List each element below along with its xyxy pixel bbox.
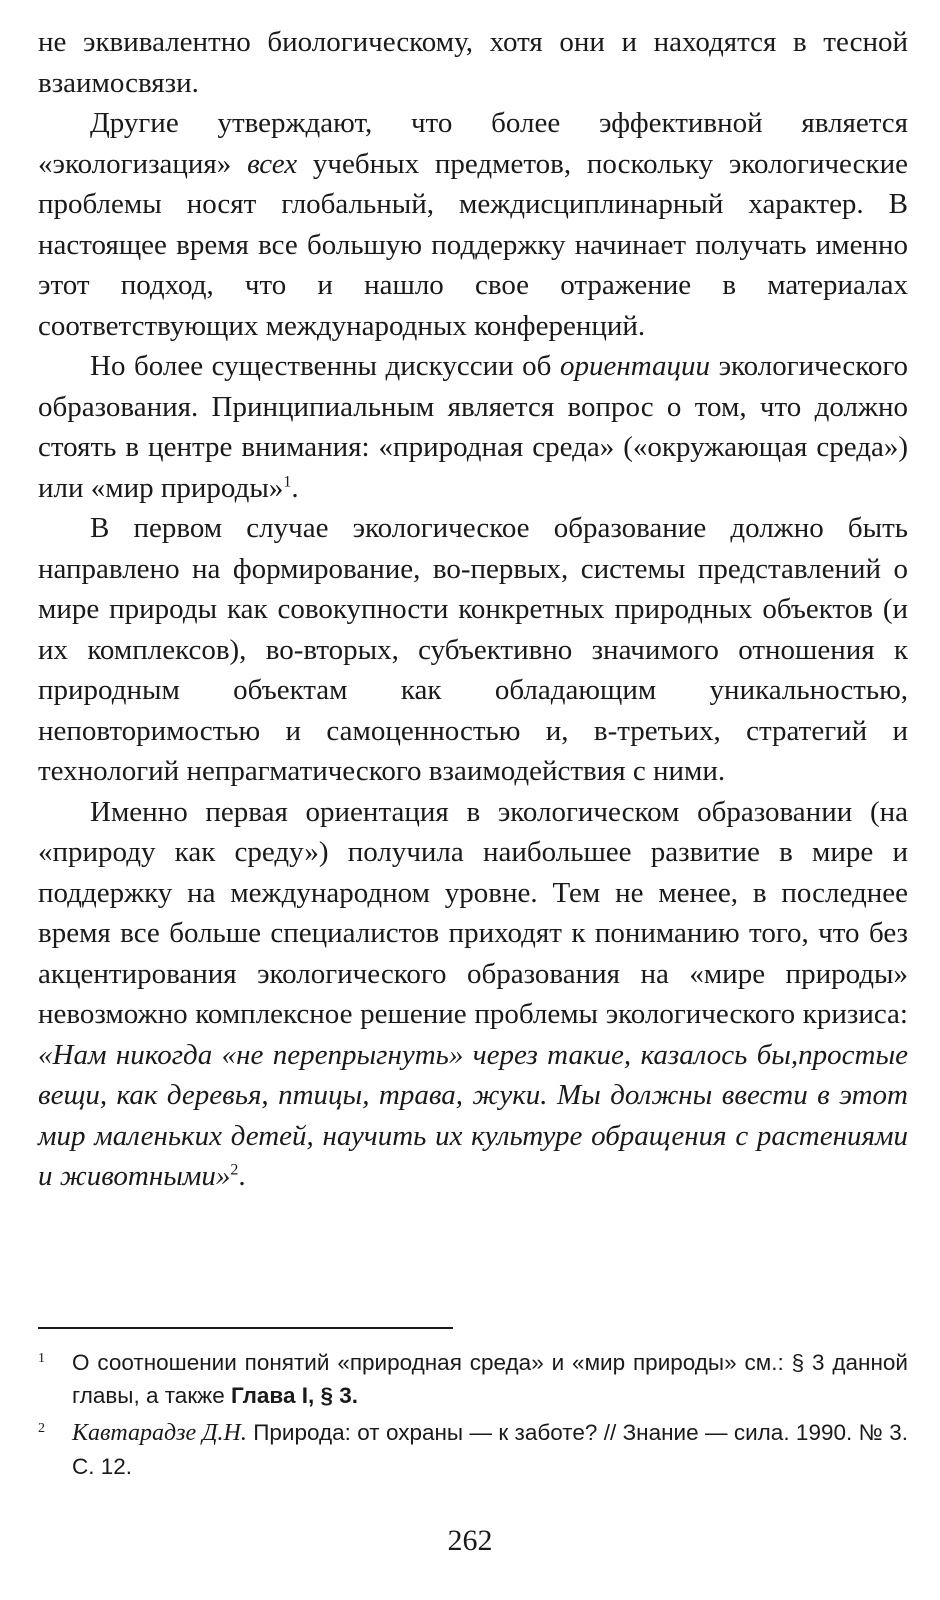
page-body: [38, 22, 908, 1197]
footnote-divider: [38, 1327, 453, 1329]
footnote-marker: 1: [38, 1351, 45, 1366]
footnote-reference[interactable]: 1: [283, 472, 292, 490]
footnote-author: Кавтарадзе Д.Н.: [72, 1420, 247, 1446]
footnote-2: [38, 1416, 908, 1483]
paragraph-continuation: [38, 22, 908, 103]
paragraph-first-orientation: [38, 792, 908, 1197]
footnote-reference-bold: Глава I, § 3.: [230, 1383, 359, 1408]
paragraph-text: .: [238, 1160, 246, 1192]
emphasis-text: всех: [247, 147, 298, 180]
footnotes: [38, 1346, 908, 1487]
page-number: 262: [447, 1524, 493, 1557]
paragraph-text: Другие утверждают, что более эффективной является «экологизация»: [38, 107, 908, 180]
footnote-1: [38, 1346, 908, 1412]
paragraph-first-case: [38, 508, 908, 792]
footnote-text: Природа: от охраны — к заботе? // Знание — сила. 1990. № 3. С. 12.: [72, 1420, 908, 1479]
emphasis-text: ориентации: [559, 350, 711, 382]
footnote-marker: 2: [38, 1421, 45, 1436]
paragraph-text: Именно первая ориентация в экологическом образовании (на «природу как среду») получила наибольшее развитие в мире и поддержку на международном уровне. Тем не менее, в последнее время все больше специалистов приходят к пониманию того, что без акцентирования экологического образования на «мире природы» невозможно комплексное решение проблемы экологического кризиса:: [38, 795, 908, 1030]
paragraph-text: не эквивалентно биологическому, хотя они и находятся в тесной взаимосвязи.: [38, 26, 908, 99]
footnote-reference[interactable]: 2: [230, 1161, 239, 1179]
quotation-text: «Нам никогда «не перепрыгнуть» через такие, казалось бы,простые вещи, как деревья, птицы, трава, жуки. Мы должны ввести в этот мир маленьких детей, научить их культуре обращения с растениями и животными»: [38, 1038, 908, 1192]
footnote-text: О соотношении понятий «природная среда» и «мир природы» см.: § 3 данной главы, а также: [72, 1350, 908, 1408]
paragraph-ecologization: [38, 103, 908, 346]
paragraph-text: учебных предметов, поскольку экологические проблемы носят глобальный, междисциплинарный характер. В настоящее время все большую поддержку начинает получать именно этот подход, что и нашло свое отражение в материалах соответствующих международных конференций.: [38, 147, 908, 342]
paragraph-text: В первом случае экологическое образование должно быть направлено на формирование, во-первых, системы представлений о мире природы как совокупности конкретных природных объектов (и их комплексов), во-вторых, субъективно значимого отношения к природным объектам как обладающим уникальностью, неповторимостью и самоценностью и, в-третьих, стратегий и технологий непрагматического взаимодействия с ними.: [38, 512, 908, 787]
paragraph-text: экологического образования. Принципиальным является вопрос о том, что должно стоять в центре внимания: «природная среда» («окружающая среда») или «мир природы»: [38, 350, 908, 504]
paragraph-text: Но более существенны дискуссии об: [90, 350, 560, 382]
paragraph-orientation: [38, 346, 908, 508]
paragraph-text: .: [291, 471, 299, 504]
